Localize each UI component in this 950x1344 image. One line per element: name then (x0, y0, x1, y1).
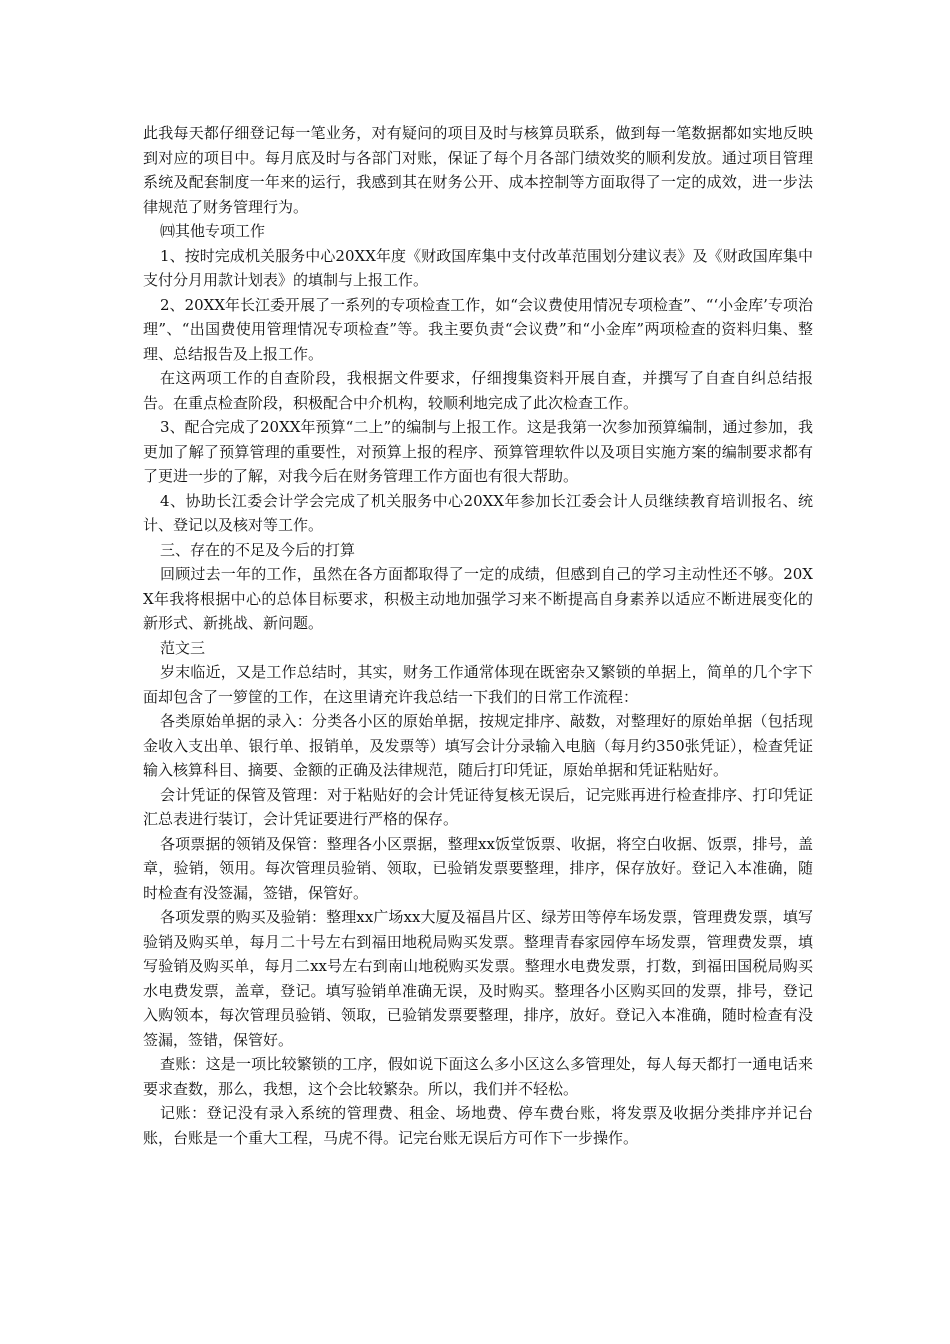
paragraph: 4、协助长江委会计学会完成了机关服务中心20XX年参加长江委会计人员继续教育培训报名、统计、登记以及核对等工作。 (143, 491, 813, 534)
paragraph: 各项发票的购买及验销：整理xx广场xx大厦及福昌片区、绿芳田等停车场发票，管理费发票，填写验销及购买单，每月二十号左右到福田地税局购买发票。整理青春家园停车场发票，管理费发票，填写验销及购买单，每月二xx号左右到南山地税购买发票。整理水电费发票，打数，到福田国税局购买水电费发票，盖章，登记。填写验销单准确无误，及时购买。整理各小区购买回的发票，排号，登记入购领本，每次管理员验销、领取，已验销发票要整理，排序，放好。登记入本准确，随时检查有没签漏，签错，保管好。 (143, 908, 813, 1049)
paragraph: 各项票据的领销及保管：整理各小区票据，整理xx饭堂饭票、收据，将空白收据、饭票，排号，盖章，验销，领用。每次管理员验销、领取，已验销发票要整理，排序，保存放好。登记入本准确，随时检查有没签漏，签错，保管好。 (143, 834, 813, 902)
paragraph: 1、按时完成机关服务中心20XX年度《财政国库集中支付改革范围划分建议表》及《财政国库集中支付分月用款计划表》的填制与上报工作。 (143, 246, 813, 289)
paragraph: 在这两项工作的自查阶段，我根据文件要求，仔细搜集资料开展自查，并撰写了自查自纠总结报告。在重点检查阶段，积极配合中介机构，较顺利地完成了此次检查工作。 (143, 369, 813, 412)
paragraph: 3、配合完成了20XX年预算“二上”的编制与上报工作。这是我第一次参加预算编制，通过参加，我更加了解了预算管理的重要性，对预算上报的程序、预算管理软件以及项目实施方案的编制要求都有了更进一步的了解，对我今后在财务管理工作方面也有很大帮助。 (143, 418, 813, 485)
paragraph: 会计凭证的保管及管理：对于粘贴好的会计凭证待复核无误后，记完账再进行检查排序、打印凭证汇总表进行装订，会计凭证要进行严格的保存。 (143, 785, 813, 828)
paragraph: 回顾过去一年的工作，虽然在各方面都取得了一定的成绩，但感到自己的学习主动性还不够。20XX年我将根据中心的总体目标要求，积极主动地加强学习来不断提高自身素养以适应不断进展变化的新形式、新挑战、新问题。 (143, 565, 813, 632)
paragraph: 记账：登记没有录入系统的管理费、租金、场地费、停车费台账，将发票及收据分类排序并记台账，台账是一个重大工程，马虎不得。记完台账无误后方可作下一步操作。 (143, 1104, 813, 1147)
paragraph: 此我每天都仔细登记每一笔业务，对有疑问的项目及时与核算员联系，做到每一笔数据都如实地反映到对应的项目中。每月底及时与各部门对账，保证了每个月各部门绩效奖的顺利发放。通过项目管理系统及配套制度一年来的运行，我感到其在财务公开、成本控制等方面取得了一定的成效，进一步法律规范了财务管理行为。 (143, 124, 813, 216)
paragraph: 查账：这是一项比较繁锁的工序，假如说下面这么多小区这么多管理处，每人每天都打一通电话来要求查数，那么，我想，这个会比较繁杂。所以，我们并不轻松。 (143, 1055, 813, 1098)
paragraph: 2、20XX年长江委开展了一系列的专项检查工作，如“会议费使用情况专项检查”、“‘小金库’专项治理”、“出国费使用管理情况专项检查”等。我主要负责“会议费”和“小金库”两项检查的资料归集、整理、总结报告及上报工作。 (143, 295, 813, 363)
section-heading: 范文三 (160, 638, 206, 657)
paragraph: 各类原始单据的录入：分类各小区的原始单据，按规定排序、敲数，对整理好的原始单据（包括现金收入支出单、银行单、报销单，及发票等）填写会计分录输入电脑（每月约350张凭证），检查凭证输入核算科目、摘要、金额的正确及法律规范，随后打印凭证，原始单据和凭证粘贴好。 (143, 712, 813, 779)
paragraph: 岁末临近，又是工作总结时，其实，财务工作通常体现在既密杂又繁锁的单据上，简单的几个字下面却包含了一箩筐的工作，在这里请充许我总结一下我们的日常工作流程： (143, 663, 813, 706)
section-heading: 三、存在的不足及今后的打算 (160, 540, 356, 559)
section-heading: ㈣其他专项工作 (160, 222, 266, 240)
document-body (143, 121, 813, 1150)
